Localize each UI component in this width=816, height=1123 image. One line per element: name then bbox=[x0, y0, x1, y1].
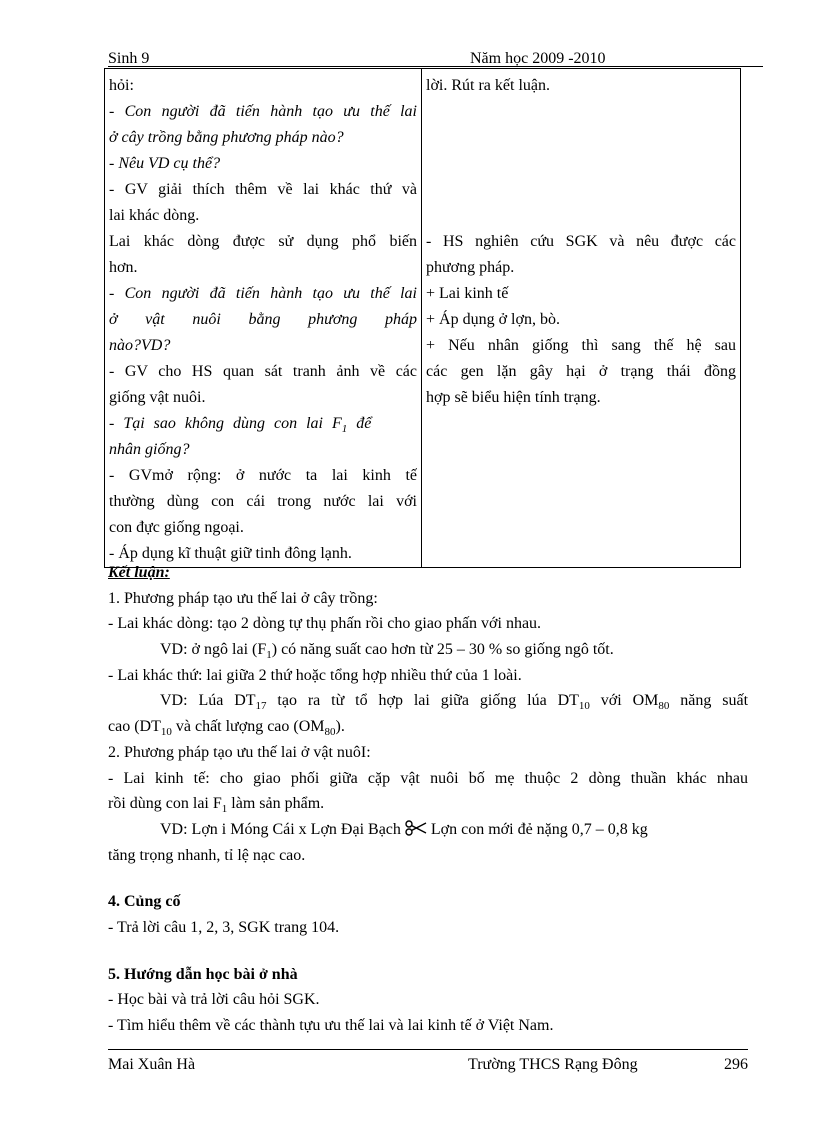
subscript: 10 bbox=[578, 700, 590, 713]
text-fragment: tạo ra từ tổ hợp lai giữa giống lúa DT bbox=[266, 692, 579, 710]
table-row bbox=[105, 69, 741, 568]
paragraph bbox=[108, 791, 748, 817]
header-school-year: Năm học 2009 -2010 bbox=[470, 50, 606, 67]
table-line: - Con người đã tiến hành tạo ưu thế lai bbox=[109, 103, 417, 120]
table-line: ở vật nuôi bằng phương pháp bbox=[109, 311, 417, 328]
page-footer bbox=[108, 1056, 748, 1076]
footer-author: Mai Xuân Hà bbox=[108, 1056, 196, 1073]
paragraph: - Tìm hiểu thêm về các thành tựu ưu thế lai và lai kinh tế ở Việt Nam. bbox=[108, 1017, 554, 1034]
subscript: 80 bbox=[658, 700, 670, 713]
section-title: 4. Củng cố bbox=[108, 893, 181, 911]
table-line: - HS nghiên cứu SGK và nêu được các bbox=[426, 233, 736, 250]
text-fragment: với OM bbox=[589, 692, 659, 710]
text-fragment: năng suất bbox=[669, 692, 748, 710]
paragraph: 2. Phương pháp tạo ưu thế lai ở vật nuôI: bbox=[108, 743, 371, 761]
subscript: 1 bbox=[266, 649, 272, 662]
activity-table bbox=[104, 68, 741, 568]
paragraph: - Học bài và trả lời câu hỏi SGK. bbox=[108, 991, 320, 1009]
subscript: 10 bbox=[160, 726, 172, 739]
text-fragment: ) có năng suất cao hơn từ 25 – 30 % so giống ngô tốt. bbox=[271, 641, 614, 659]
subscript: 1 bbox=[341, 423, 348, 436]
paragraph: 1. Phương pháp tạo ưu thế lai ở cây trồng: bbox=[108, 589, 378, 607]
table-line: con đực giống ngoại. bbox=[109, 519, 244, 536]
conclusion-section bbox=[108, 560, 748, 1039]
text-fragment: VD: Lúa DT bbox=[160, 692, 256, 710]
table-line: lời. Rút ra kết luận. bbox=[426, 77, 550, 94]
table-line: hơn. bbox=[109, 259, 138, 276]
table-line: hợp sẽ biểu hiện tính trạng. bbox=[426, 389, 601, 406]
table-line: lai khác dòng. bbox=[109, 207, 200, 224]
teacher-activity-cell bbox=[105, 69, 422, 568]
paragraph: - Lai kinh tế: cho giao phối giữa cặp vật nuôi bố mẹ thuộc 2 dòng thuần khác nhau bbox=[108, 769, 748, 787]
table-line: - Con người đã tiến hành tạo ưu thế lai bbox=[109, 285, 417, 302]
subscript: 17 bbox=[255, 700, 267, 713]
table-line bbox=[109, 411, 417, 437]
table-line: phương pháp. bbox=[426, 259, 515, 276]
table-line: các gen lặn gây hại ở trạng thái đồng bbox=[426, 363, 736, 380]
spacer bbox=[108, 868, 748, 889]
spacer bbox=[108, 941, 748, 962]
table-line: Lai khác dòng được sử dụng phổ biến bbox=[109, 233, 417, 250]
student-activity-cell bbox=[422, 69, 741, 568]
table-line: ở cây trồng bằng phương pháp nào? bbox=[109, 129, 344, 146]
table-line: - GV cho HS quan sát tranh ảnh về các bbox=[109, 363, 417, 380]
footer-school: Trường THCS Rạng Đông bbox=[468, 1056, 638, 1073]
scissors-icon bbox=[405, 820, 427, 836]
table-line: giống vật nuôi. bbox=[109, 389, 206, 406]
subscript: 80 bbox=[324, 726, 336, 739]
section-title: 5. Hướng dẫn học bài ở nhà bbox=[108, 965, 298, 983]
table-line: nhân giống? bbox=[109, 441, 190, 458]
text-fragment: Lợn con mới đẻ nặng 0,7 – 0,8 kg bbox=[426, 820, 648, 838]
table-line: + Nếu nhân giống thì sang thế hệ sau bbox=[426, 337, 736, 354]
page-number: 296 bbox=[724, 1056, 748, 1073]
table-line: + Áp dụng ở lợn, bò. bbox=[426, 311, 560, 328]
table-line: - GV giải thích thêm về lai khác thứ và bbox=[109, 181, 417, 198]
spacer bbox=[426, 99, 736, 229]
text-fragment: làm sản phẩm. bbox=[227, 795, 325, 813]
table-line: hỏi: bbox=[109, 77, 134, 94]
paragraph: tăng trọng nhanh, tỉ lệ nạc cao. bbox=[108, 846, 306, 864]
text-fragment: VD: ở ngô lai (F bbox=[160, 641, 267, 659]
paragraph bbox=[108, 714, 748, 740]
table-line: - Áp dụng kĩ thuật giữ tinh đông lạnh. bbox=[109, 545, 352, 562]
table-line: nào?VD? bbox=[109, 337, 171, 354]
paragraph: - Trả lời câu 1, 2, 3, SGK trang 104. bbox=[108, 918, 340, 936]
header-subject: Sinh 9 bbox=[108, 50, 150, 67]
paragraph: - Lai khác thứ: lai giữa 2 thứ hoặc tổng hợp nhiều thứ của 1 loài. bbox=[108, 666, 522, 684]
text-fragment: - Tại sao không dùng con lai F bbox=[109, 415, 342, 432]
text-fragment: rồi dùng con lai F bbox=[108, 795, 222, 813]
paragraph bbox=[108, 817, 748, 843]
footer-rule bbox=[108, 1049, 748, 1050]
table-line: + Lai kinh tế bbox=[426, 285, 509, 302]
header-rule bbox=[108, 66, 763, 67]
table-line: - GVmở rộng: ở nước ta lai kinh tế bbox=[109, 467, 417, 484]
table-line: - Nêu VD cụ thể? bbox=[109, 155, 221, 172]
paragraph bbox=[108, 637, 748, 663]
paragraph: - Lai khác dòng: tạo 2 dòng tự thụ phấn rồi cho giao phấn với nhau. bbox=[108, 615, 542, 633]
text-fragment: để bbox=[347, 415, 372, 432]
subscript: 1 bbox=[221, 803, 228, 816]
text-fragment: ). bbox=[335, 718, 345, 736]
text-fragment: và chất lượng cao (OM bbox=[171, 718, 325, 736]
conclusion-title: Kết luận: bbox=[108, 564, 170, 581]
table-line: thường dùng con cái trong nước lai với bbox=[109, 493, 417, 510]
paragraph bbox=[108, 688, 748, 714]
text-fragment: cao (DT bbox=[108, 718, 161, 736]
text-fragment: VD: Lợn i Móng Cái x Lợn Đại Bạch bbox=[160, 820, 401, 838]
